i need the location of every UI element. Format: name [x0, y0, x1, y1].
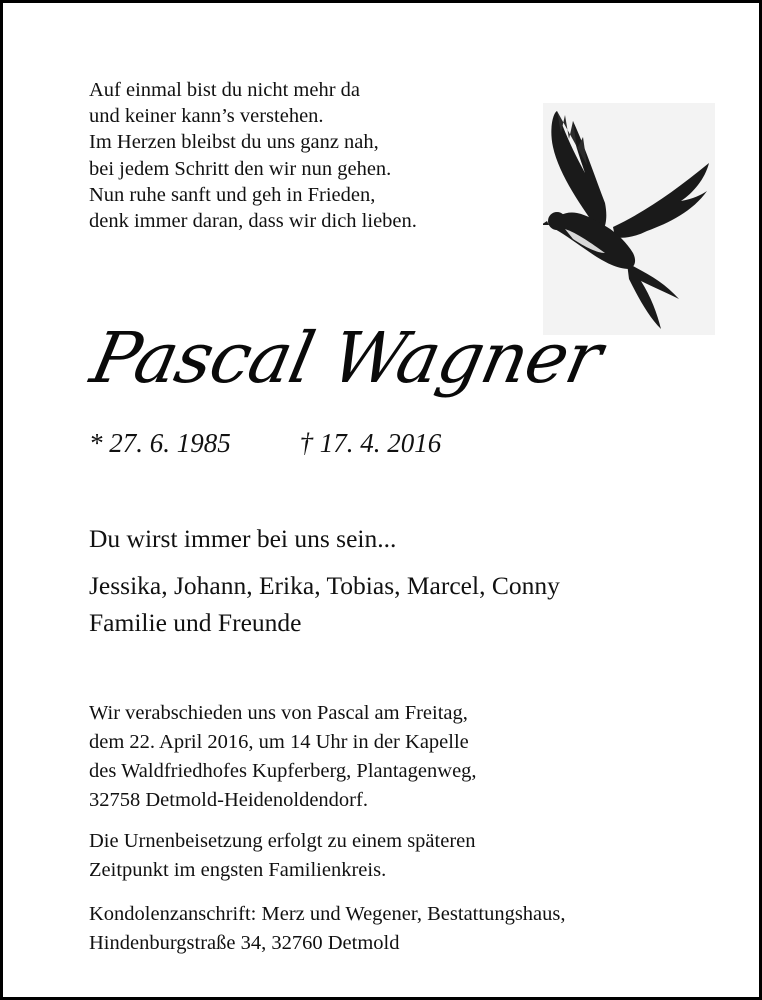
- deceased-last-name: Wagner: [324, 317, 609, 399]
- condolence-line: Hindenburgstraße 34, 32760 Detmold: [89, 932, 400, 954]
- swallow-icon: [543, 103, 715, 335]
- bird-head: [548, 212, 566, 230]
- mourners-line: Jessika, Johann, Erika, Tobias, Marcel, Conny: [89, 571, 560, 600]
- farewell-line: des Waldfriedhofes Kupferberg, Plantagenweg,: [89, 760, 477, 782]
- urn-notice: [89, 827, 476, 885]
- condolence-line: Kondolenzanschrift: Merz und Wegener, Bestattungshaus,: [89, 903, 566, 925]
- birth-date: * 27. 6. 1985: [89, 428, 231, 458]
- urn-notice-line: Die Urnenbeisetzung erfolgt zu einem späteren: [89, 830, 476, 852]
- poem: [89, 77, 539, 234]
- farewell-line: dem 22. April 2016, um 14 Uhr in der Kapelle: [89, 731, 469, 753]
- mourners-line: Familie und Freunde: [89, 608, 302, 637]
- poem-line: und keiner kann’s verstehen.: [89, 105, 324, 128]
- death-date: † 17. 4. 2016: [299, 428, 442, 458]
- urn-notice-line: Zeitpunkt im engsten Familienkreis.: [89, 859, 387, 881]
- deceased-name: [81, 303, 664, 413]
- condolence-address: [89, 900, 566, 958]
- mourners: [89, 567, 560, 641]
- poem-line: denk immer daran, dass wir dich lieben.: [89, 210, 417, 233]
- farewell-line: Wir verabschieden uns von Pascal am Freitag,: [89, 702, 468, 724]
- life-dates: [89, 425, 441, 461]
- farewell-notice: [89, 699, 477, 815]
- farewell-line: 32758 Detmold-Heidenoldendorf.: [89, 789, 368, 811]
- poem-line: bei jedem Schritt den wir nun gehen.: [89, 157, 392, 180]
- poem-line: Nun ruhe sanft und geh in Frieden,: [89, 183, 376, 206]
- poem-line: Im Herzen bleibst du uns ganz nah,: [89, 131, 379, 154]
- deceased-first-name: Pascal: [84, 317, 321, 399]
- poem-line: Auf einmal bist du nicht mehr da: [89, 79, 360, 101]
- motto: Du wirst immer bei uns sein...: [89, 524, 397, 553]
